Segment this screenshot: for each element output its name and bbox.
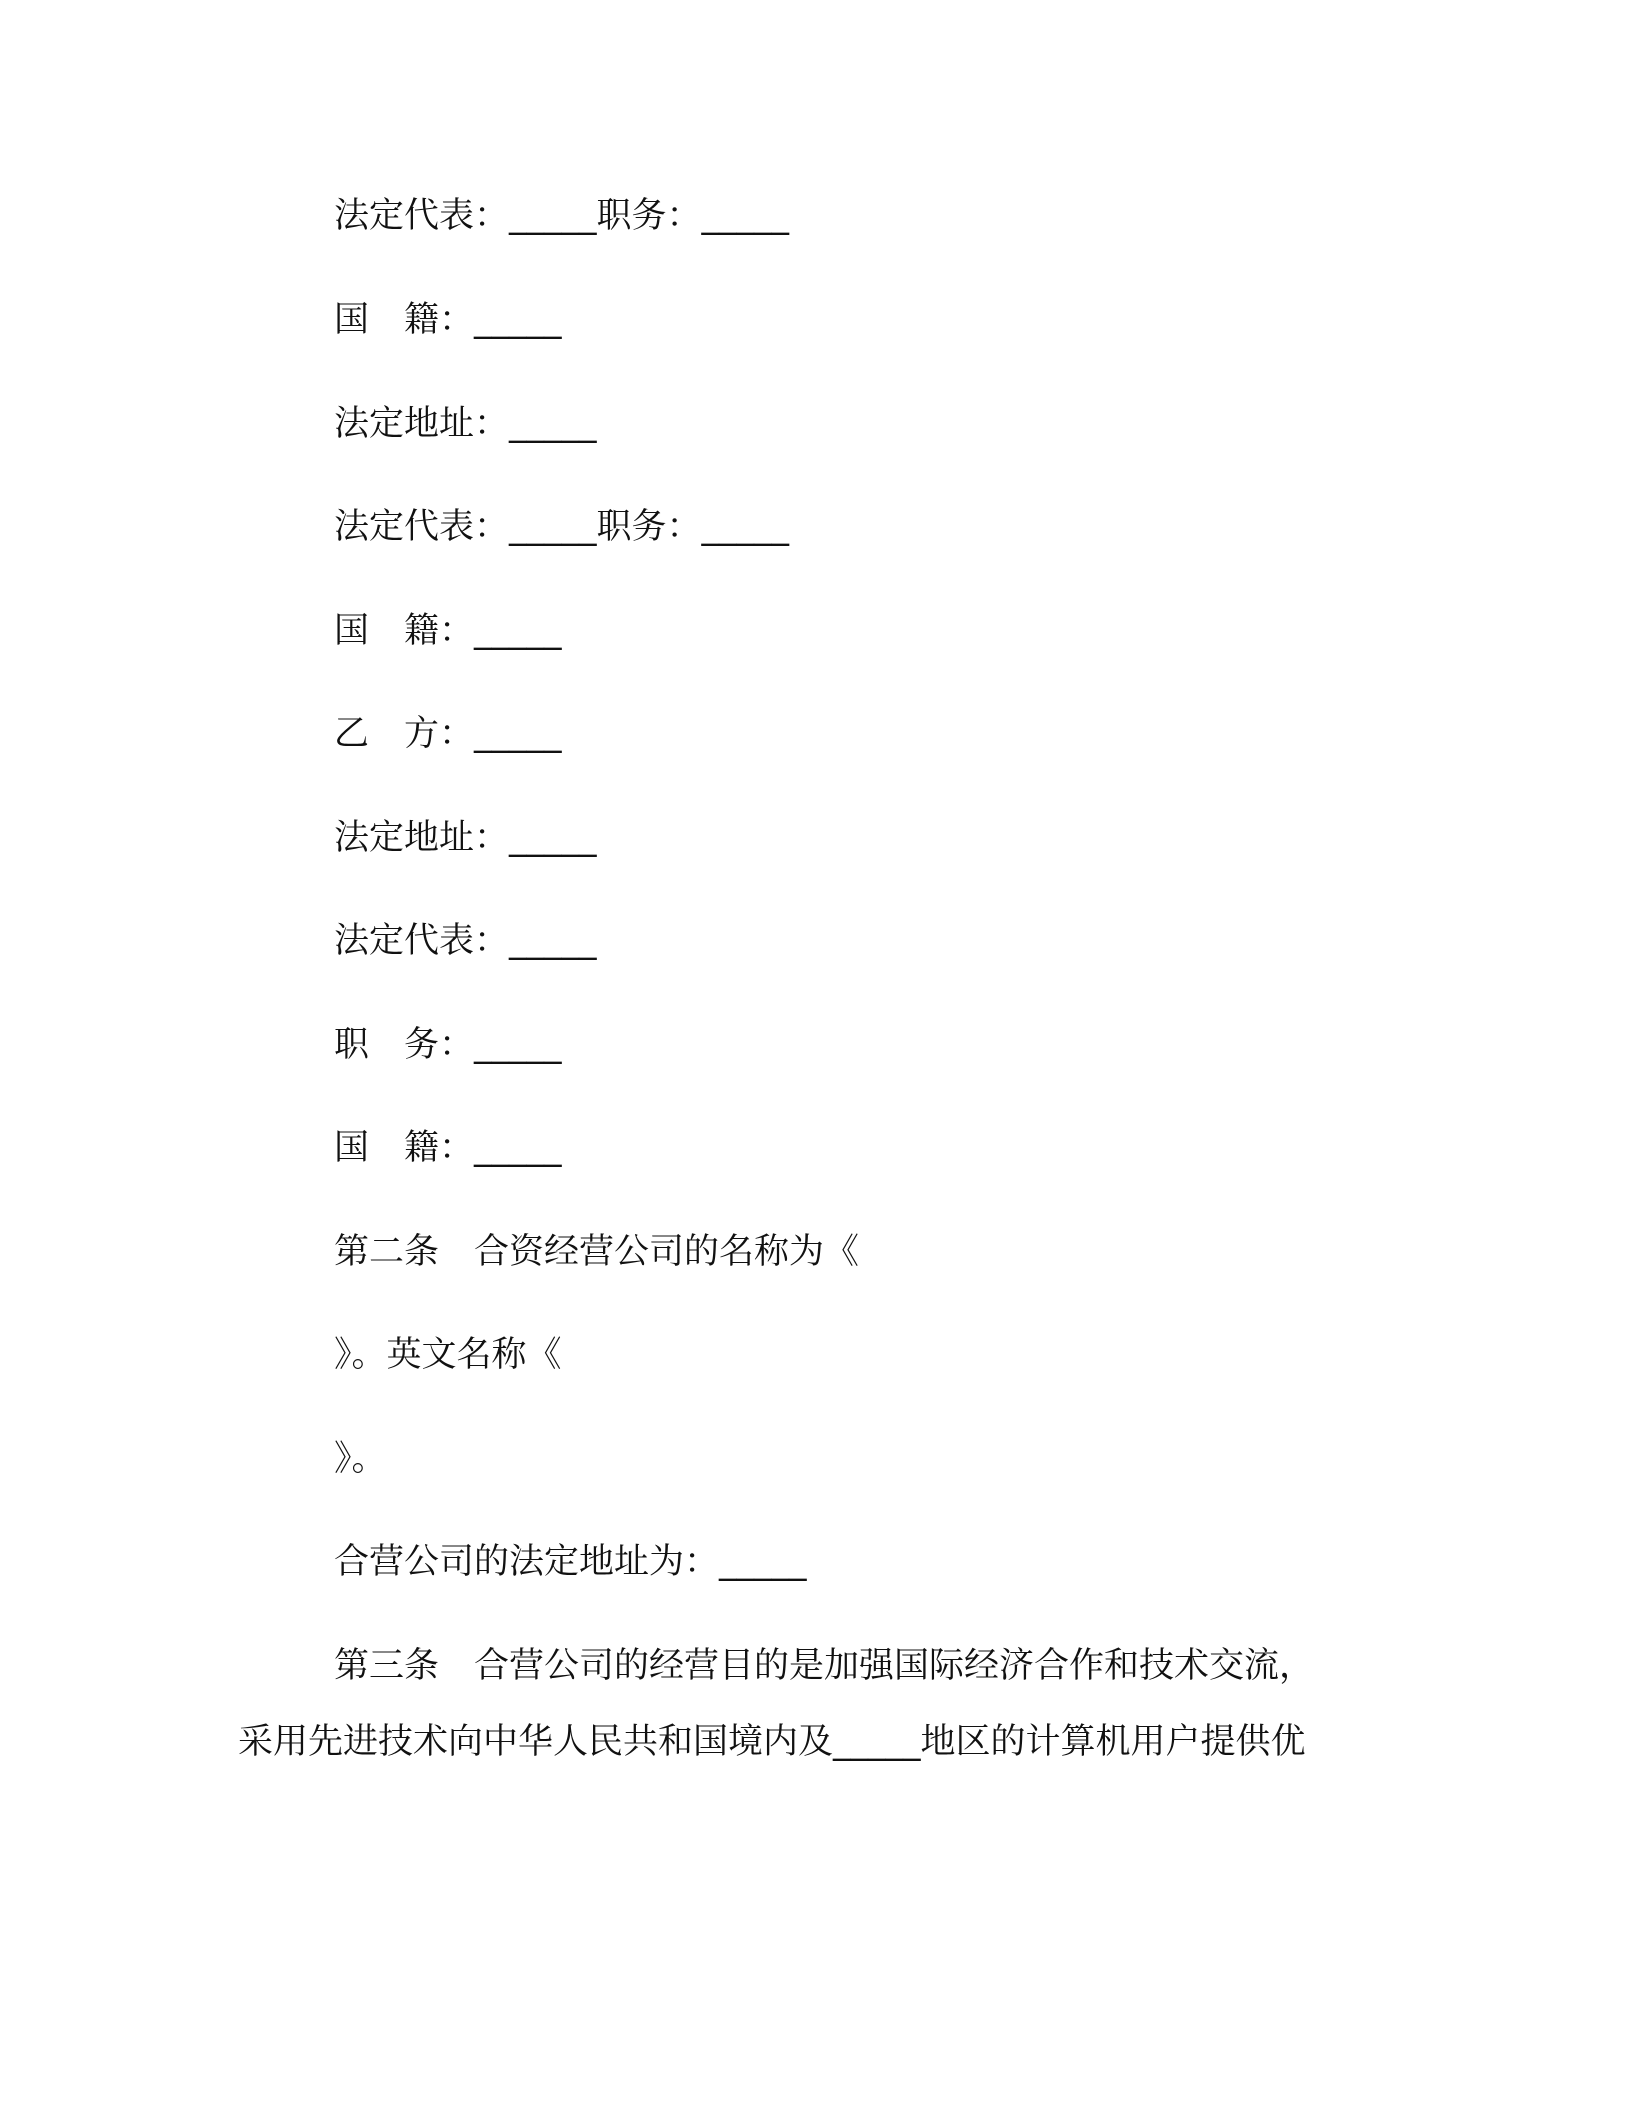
legal-address-line: 法定地址：_____ <box>334 404 597 444</box>
article-two-line: 第二条 合资经营公司的名称为《 <box>334 1232 860 1272</box>
nationality-line: 国 籍：_____ <box>334 611 562 651</box>
jv-legal-address-line: 合营公司的法定地址为：_____ <box>334 1542 807 1582</box>
legal-address-line: 法定地址：_____ <box>334 818 597 858</box>
legal-rep-position-line: 法定代表：_____职务：_____ <box>334 507 790 547</box>
party-b-line: 乙 方：_____ <box>334 714 562 754</box>
article-three-continuation-line: 采用先进技术向中华人民共和国境内及_____地区的计算机用户提供优 <box>238 1722 1306 1762</box>
position-line: 职 务：_____ <box>334 1025 562 1065</box>
english-name-line: 》。英文名称《 <box>334 1335 562 1375</box>
nationality-line: 国 籍：_____ <box>334 300 562 340</box>
nationality-line: 国 籍：_____ <box>334 1128 562 1168</box>
name-closing-line: 》。 <box>334 1439 387 1479</box>
legal-rep-line: 法定代表：_____ <box>334 921 597 961</box>
legal-rep-position-line: 法定代表：_____职务：_____ <box>334 196 790 236</box>
article-three-line: 第三条 合营公司的经营目的是加强国际经济合作和技术交流， <box>334 1646 1315 1686</box>
